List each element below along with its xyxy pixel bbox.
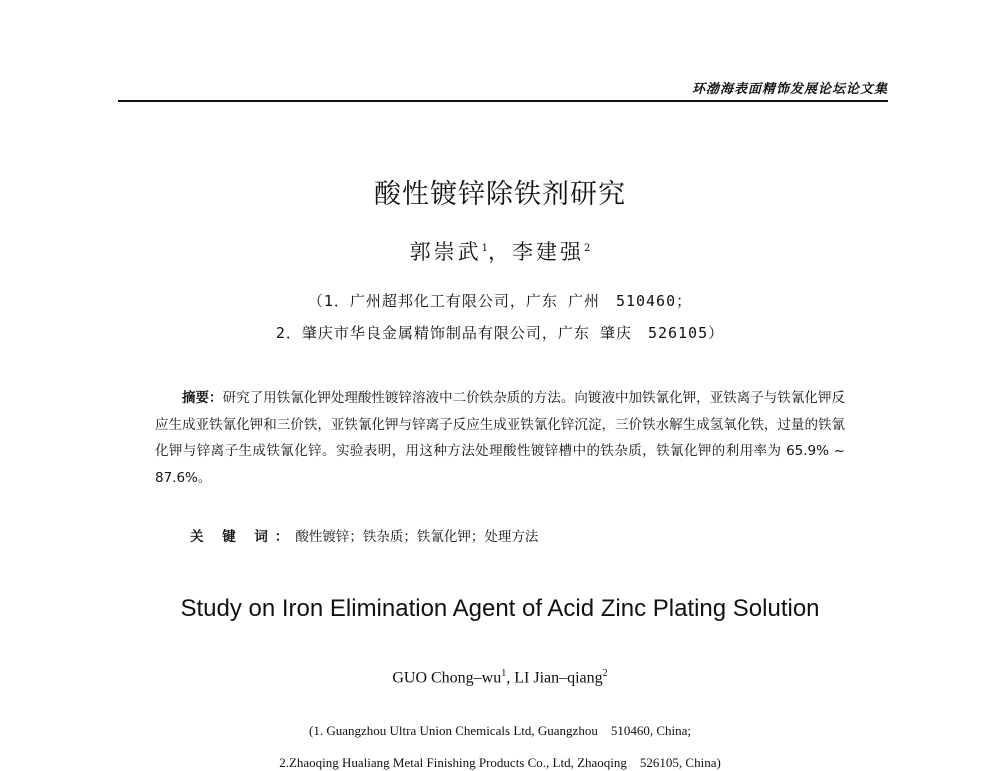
authors-english	[0, 668, 1000, 687]
author-affiliation-index: 2	[602, 668, 608, 679]
affiliation-english-2: 2.Zhaoqing Hualiang Metal Finishing Products Co., Ltd, Zhaoqing 526105, China)	[279, 755, 721, 770]
keywords-chinese	[190, 525, 538, 545]
journal-header: 环渤海表面精饰发展论坛论文集	[691, 82, 888, 97]
abstract-chinese	[155, 385, 845, 491]
title-english: Study on Iron Elimination Agent of Acid Zinc Plating Solution	[180, 595, 820, 622]
author-name: GUO Chong–wu	[392, 669, 502, 687]
keywords-label: 关 键 词：	[190, 529, 296, 545]
abstract-label: 摘要：	[182, 390, 223, 406]
author-name: 郭崇武	[409, 240, 482, 264]
authors-chinese	[0, 236, 1000, 266]
author-separator: ，	[488, 240, 512, 264]
abstract-text: 研究了用铁氰化钾处理酸性镀锌溶液中二价铁杂质的方法。向镀液中加铁氰化钾，亚铁离子与铁氰化钾反应生成亚铁氰化钾和三价铁，亚铁氰化钾与锌离子反应生成亚铁氰化锌沉淀，三价铁水解生成氢氧化铁，过量的铁氰化钾与锌离子生成铁氰化锌。实验表明，用这种方法处理酸性镀锌槽中的铁杂质，铁氰化钾的利用率为 65.9% ~ 87.6%。	[155, 390, 845, 486]
author-affiliation-index: 2	[584, 243, 591, 254]
author-affiliation-index: 1	[481, 243, 488, 254]
author-name: 李建强	[512, 240, 584, 264]
author-affiliation-index: 1	[501, 668, 507, 679]
title-chinese: 酸性镀锌除铁剂研究	[374, 179, 626, 210]
keywords-text: 酸性镀锌；铁杂质；铁氰化钾；处理方法	[295, 529, 539, 545]
affiliation-chinese-2: 2．肇庆市华良金属精饰制品有限公司，广东 肇庆 526105）	[275, 324, 725, 342]
header-rule	[118, 100, 888, 102]
author-separator: ,	[506, 669, 515, 687]
author-name: LI Jian–qiang	[514, 669, 603, 687]
affiliation-chinese-1: （1．广州超邦化工有限公司，广东 广州 510460；	[307, 292, 693, 310]
affiliation-english-1: (1. Guangzhou Ultra Union Chemicals Ltd, Guangzhou 510460, China;	[309, 723, 691, 738]
